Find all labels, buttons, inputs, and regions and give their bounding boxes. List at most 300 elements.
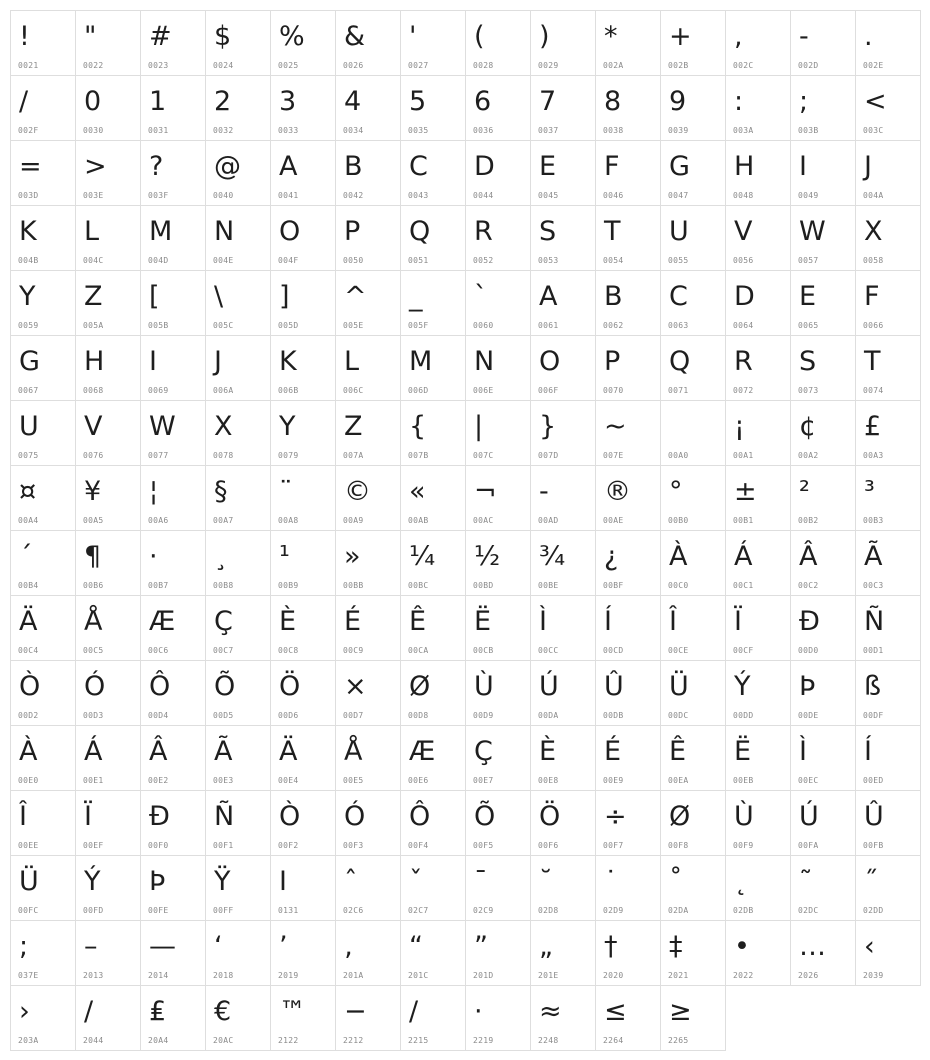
glyph-codepoint: 00A9	[343, 516, 364, 525]
glyph-cell	[206, 271, 271, 336]
glyph-codepoint: 00DA	[538, 711, 559, 720]
glyph-char: Í	[604, 606, 612, 637]
glyph-char: G	[669, 151, 690, 182]
glyph-char: '	[409, 21, 417, 52]
glyph-char: Ë	[734, 736, 752, 767]
glyph-codepoint: 2044	[83, 1036, 104, 1045]
glyph-char: †	[604, 931, 618, 962]
glyph-char: ˛	[734, 866, 748, 897]
glyph-cell	[661, 336, 726, 401]
glyph-codepoint: 00F0	[148, 841, 169, 850]
glyph-codepoint: 004E	[213, 256, 234, 265]
glyph-cell	[76, 596, 141, 661]
glyph-cell	[596, 856, 661, 921]
glyph-codepoint: 00D8	[408, 711, 429, 720]
glyph-cell	[141, 921, 206, 986]
glyph-cell	[271, 206, 336, 271]
glyph-codepoint: 00B4	[18, 581, 39, 590]
glyph-char: Ë	[474, 606, 492, 637]
glyph-codepoint: 2215	[408, 1036, 429, 1045]
glyph-cell	[791, 271, 856, 336]
glyph-cell	[271, 661, 336, 726]
glyph-char: Ñ	[214, 801, 235, 832]
glyph-cell	[661, 986, 726, 1051]
glyph-cell	[466, 596, 531, 661]
glyph-codepoint: 002D	[798, 61, 819, 70]
glyph-codepoint: 00C3	[863, 581, 884, 590]
glyph-char: Æ	[149, 606, 176, 637]
glyph-codepoint: 00B8	[213, 581, 234, 590]
glyph-char: ¤	[19, 476, 37, 507]
glyph-char: 8	[604, 86, 622, 117]
glyph-char: Ó	[84, 671, 106, 702]
glyph-codepoint: 00E9	[603, 776, 624, 785]
glyph-char: Ï	[734, 606, 742, 637]
glyph-cell	[206, 986, 271, 1051]
glyph-cell	[466, 76, 531, 141]
glyph-char: •	[734, 931, 750, 962]
glyph-char: B	[344, 151, 363, 182]
glyph-cell	[596, 596, 661, 661]
glyph-cell	[791, 791, 856, 856]
glyph-char: Z	[344, 411, 363, 442]
glyph-cell	[271, 921, 336, 986]
glyph-codepoint: 00F2	[278, 841, 299, 850]
glyph-codepoint: 0044	[473, 191, 494, 200]
glyph-cell	[271, 726, 336, 791]
glyph-codepoint: 0033	[278, 126, 299, 135]
glyph-codepoint: 00E1	[83, 776, 104, 785]
glyph-cell	[11, 466, 76, 531]
glyph-cell	[76, 76, 141, 141]
glyph-codepoint: 00E7	[473, 776, 494, 785]
glyph-codepoint: 002F	[18, 126, 39, 135]
glyph-cell	[271, 141, 336, 206]
glyph-char: Q	[669, 346, 691, 377]
glyph-cell	[141, 661, 206, 726]
glyph-cell	[726, 921, 791, 986]
glyph-codepoint: 002B	[668, 61, 689, 70]
glyph-cell	[596, 11, 661, 76]
glyph-cell	[596, 401, 661, 466]
glyph-char: Ã	[214, 736, 233, 767]
glyph-char: Ö	[279, 671, 301, 702]
glyph-char: Å	[344, 736, 363, 767]
glyph-cell	[11, 531, 76, 596]
glyph-char: <	[864, 86, 887, 117]
glyph-codepoint: 005C	[213, 321, 234, 330]
glyph-cell	[76, 856, 141, 921]
glyph-char: Ü	[19, 866, 39, 897]
glyph-cell	[466, 271, 531, 336]
glyph-codepoint: 006E	[473, 386, 494, 395]
glyph-codepoint: 2219	[473, 1036, 494, 1045]
glyph-char: J	[864, 151, 872, 182]
glyph-cell	[466, 466, 531, 531]
glyph-codepoint: 02DA	[668, 906, 689, 915]
glyph-codepoint: 00F8	[668, 841, 689, 850]
glyph-codepoint: 00FD	[83, 906, 104, 915]
glyph-codepoint: 002E	[863, 61, 884, 70]
glyph-codepoint: 037E	[18, 971, 39, 980]
glyph-codepoint: 0078	[213, 451, 234, 460]
glyph-codepoint: 00E6	[408, 776, 429, 785]
glyph-char: B	[604, 281, 623, 312]
glyph-codepoint: 00A5	[83, 516, 104, 525]
glyph-codepoint: 0048	[733, 191, 754, 200]
glyph-cell	[791, 726, 856, 791]
glyph-codepoint: 00ED	[863, 776, 884, 785]
glyph-codepoint: 00A4	[18, 516, 39, 525]
glyph-cell	[596, 986, 661, 1051]
glyph-char: #	[149, 21, 172, 52]
glyph-codepoint: 0064	[733, 321, 754, 330]
glyph-codepoint: 007C	[473, 451, 494, 460]
glyph-cell	[401, 596, 466, 661]
glyph-cell	[11, 336, 76, 401]
glyph-codepoint: 00CB	[473, 646, 494, 655]
glyph-char: 1	[149, 86, 167, 117]
glyph-cell	[401, 531, 466, 596]
glyph-codepoint: 00D2	[18, 711, 39, 720]
glyph-codepoint: 0052	[473, 256, 494, 265]
glyph-codepoint: 00BC	[408, 581, 429, 590]
glyph-cell	[401, 921, 466, 986]
glyph-codepoint: 2212	[343, 1036, 364, 1045]
glyph-char: ”	[474, 931, 488, 962]
glyph-cell	[76, 336, 141, 401]
glyph-char: Á	[734, 541, 753, 572]
glyph-codepoint: 00BB	[343, 581, 364, 590]
glyph-codepoint: 00A6	[148, 516, 169, 525]
glyph-char: …	[799, 931, 826, 962]
glyph-codepoint: 2248	[538, 1036, 559, 1045]
glyph-char: 0	[84, 86, 102, 117]
glyph-codepoint: 003C	[863, 126, 884, 135]
glyph-char: È	[539, 736, 557, 767]
glyph-char: Ý	[734, 671, 751, 702]
glyph-char: ¡	[734, 411, 745, 442]
glyph-codepoint: 00DF	[863, 711, 884, 720]
glyph-codepoint: 2026	[798, 971, 819, 980]
glyph-char: M	[409, 346, 433, 377]
glyph-cell	[141, 336, 206, 401]
glyph-cell	[141, 11, 206, 76]
glyph-cell	[11, 271, 76, 336]
glyph-codepoint: 203A	[18, 1036, 39, 1045]
glyph-codepoint: 00AC	[473, 516, 494, 525]
glyph-char: Ì	[799, 736, 807, 767]
glyph-cell	[531, 11, 596, 76]
glyph-cell	[791, 76, 856, 141]
glyph-cell	[596, 336, 661, 401]
glyph-char: L	[84, 216, 100, 247]
glyph-char: Ì	[539, 606, 547, 637]
glyph-codepoint: 002A	[603, 61, 624, 70]
glyph-cell	[141, 206, 206, 271]
glyph-char: ~	[604, 411, 627, 442]
glyph-char: @	[214, 151, 241, 182]
glyph-char: H	[734, 151, 755, 182]
glyph-char: »	[344, 541, 361, 572]
glyph-cell	[401, 11, 466, 76]
glyph-char: /	[409, 996, 419, 1027]
glyph-codepoint: 201A	[343, 971, 364, 980]
glyph-cell	[271, 336, 336, 401]
glyph-codepoint: 00EF	[83, 841, 104, 850]
glyph-char: ¨	[279, 476, 293, 507]
glyph-char: Ç	[474, 736, 493, 767]
glyph-cell	[726, 271, 791, 336]
glyph-char: "	[84, 21, 97, 52]
glyph-cell	[596, 791, 661, 856]
glyph-cell	[856, 791, 921, 856]
glyph-char: H	[84, 346, 105, 377]
glyph-cell	[726, 466, 791, 531]
glyph-codepoint: 006A	[213, 386, 234, 395]
glyph-codepoint: 02C9	[473, 906, 494, 915]
glyph-codepoint: 2019	[278, 971, 299, 980]
glyph-cell	[466, 791, 531, 856]
glyph-codepoint: 0076	[83, 451, 104, 460]
glyph-codepoint: 0029	[538, 61, 559, 70]
glyph-char: ©	[344, 476, 371, 507]
glyph-codepoint: 20A4	[148, 1036, 169, 1045]
glyph-cell	[466, 726, 531, 791]
glyph-cell	[206, 206, 271, 271]
glyph-cell	[791, 856, 856, 921]
glyph-codepoint: 00E4	[278, 776, 299, 785]
glyph-char: =	[19, 151, 42, 182]
glyph-codepoint: 0056	[733, 256, 754, 265]
glyph-char: E	[799, 281, 817, 312]
glyph-char: Þ	[149, 866, 166, 897]
glyph-char: Ú	[539, 671, 559, 702]
glyph-char: {	[409, 411, 427, 442]
glyph-codepoint: 0079	[278, 451, 299, 460]
glyph-cell	[336, 11, 401, 76]
glyph-cell	[336, 76, 401, 141]
glyph-cell	[401, 726, 466, 791]
glyph-codepoint: 00DD	[733, 711, 754, 720]
glyph-cell	[726, 11, 791, 76]
glyph-codepoint: 005A	[83, 321, 104, 330]
glyph-cell	[531, 921, 596, 986]
glyph-codepoint: 0036	[473, 126, 494, 135]
glyph-codepoint: 2039	[863, 971, 884, 980]
glyph-char: N	[214, 216, 235, 247]
glyph-codepoint: 0037	[538, 126, 559, 135]
glyph-codepoint: 0027	[408, 61, 429, 70]
glyph-cell	[206, 856, 271, 921]
glyph-char: O	[539, 346, 561, 377]
glyph-codepoint: 0059	[18, 321, 39, 330]
glyph-char: ’	[279, 931, 288, 962]
glyph-cell	[76, 401, 141, 466]
glyph-char: S	[799, 346, 817, 377]
glyph-codepoint: 00D0	[798, 646, 819, 655]
glyph-char: Ü	[669, 671, 689, 702]
glyph-cell	[856, 336, 921, 401]
glyph-codepoint: 0072	[733, 386, 754, 395]
glyph-char: F	[864, 281, 880, 312]
glyph-codepoint: 00B7	[148, 581, 169, 590]
glyph-codepoint: 0067	[18, 386, 39, 395]
glyph-cell	[726, 206, 791, 271]
glyph-codepoint: 00A0	[668, 451, 689, 460]
glyph-cell	[336, 661, 401, 726]
glyph-char: T	[604, 216, 621, 247]
glyph-char: 9	[669, 86, 687, 117]
glyph-codepoint: 0053	[538, 256, 559, 265]
glyph-char: ß	[864, 671, 882, 702]
glyph-codepoint: 00FB	[863, 841, 884, 850]
glyph-codepoint: 2018	[213, 971, 234, 980]
glyph-cell	[271, 271, 336, 336]
glyph-codepoint: 0068	[83, 386, 104, 395]
glyph-codepoint: 00B9	[278, 581, 299, 590]
glyph-codepoint: 02DB	[733, 906, 754, 915]
glyph-char: -	[799, 21, 809, 52]
glyph-char: V	[734, 216, 753, 247]
glyph-char: ¾	[539, 541, 566, 572]
glyph-codepoint: 0063	[668, 321, 689, 330]
glyph-cell	[11, 76, 76, 141]
glyph-char: À	[669, 541, 688, 572]
glyph-char: Y	[279, 411, 296, 442]
glyph-cell	[791, 206, 856, 271]
glyph-codepoint: 0062	[603, 321, 624, 330]
glyph-cell	[596, 921, 661, 986]
glyph-char: Ð	[149, 801, 170, 832]
glyph-char: ›	[19, 996, 30, 1027]
glyph-codepoint: 004A	[863, 191, 884, 200]
glyph-cell	[206, 11, 271, 76]
glyph-char: °	[669, 476, 683, 507]
glyph-char: ´	[19, 541, 33, 572]
glyph-codepoint: 00FE	[148, 906, 169, 915]
glyph-codepoint: 0040	[213, 191, 234, 200]
glyph-codepoint: 004B	[18, 256, 39, 265]
glyph-cell	[856, 11, 921, 76]
glyph-codepoint: 00F1	[213, 841, 234, 850]
glyph-codepoint: 00C1	[733, 581, 754, 590]
glyph-codepoint: 005F	[408, 321, 429, 330]
glyph-codepoint: 005D	[278, 321, 299, 330]
glyph-codepoint: 007A	[343, 451, 364, 460]
glyph-char: Î	[19, 801, 27, 832]
glyph-cell	[336, 726, 401, 791]
glyph-cell	[856, 531, 921, 596]
glyph-char: K	[19, 216, 37, 247]
glyph-codepoint: 2264	[603, 1036, 624, 1045]
glyph-codepoint: 2122	[278, 1036, 299, 1045]
glyph-char: Z	[84, 281, 103, 312]
glyph-codepoint: 201C	[408, 971, 429, 980]
glyph-char: Ú	[799, 801, 819, 832]
glyph-cell	[336, 921, 401, 986]
glyph-char: ¹	[279, 541, 290, 572]
glyph-codepoint: 00E3	[213, 776, 234, 785]
glyph-codepoint: 004D	[148, 256, 169, 265]
glyph-char: W	[799, 216, 826, 247]
glyph-cell	[661, 141, 726, 206]
glyph-codepoint: 0024	[213, 61, 234, 70]
glyph-char: ¥	[84, 476, 102, 507]
glyph-codepoint: 0069	[148, 386, 169, 395]
glyph-char: .	[864, 21, 873, 52]
glyph-char: Ó	[344, 801, 366, 832]
glyph-codepoint: 00F9	[733, 841, 754, 850]
glyph-codepoint: 00AB	[408, 516, 429, 525]
glyph-cell	[726, 76, 791, 141]
glyph-char: ^	[344, 281, 367, 312]
glyph-cell	[661, 11, 726, 76]
glyph-codepoint: 02D9	[603, 906, 624, 915]
glyph-codepoint: 00C4	[18, 646, 39, 655]
glyph-cell	[466, 401, 531, 466]
glyph-codepoint: 0031	[148, 126, 169, 135]
glyph-cell	[206, 141, 271, 206]
glyph-char: Õ	[474, 801, 496, 832]
glyph-cell	[466, 921, 531, 986]
glyph-codepoint: 0051	[408, 256, 429, 265]
glyph-char: À	[19, 736, 38, 767]
glyph-cell	[466, 11, 531, 76]
glyph-codepoint: 003E	[83, 191, 104, 200]
glyph-char: −	[344, 996, 367, 1027]
glyph-codepoint: 00F5	[473, 841, 494, 850]
glyph-cell	[531, 791, 596, 856]
glyph-cell	[726, 141, 791, 206]
glyph-cell	[271, 401, 336, 466]
glyph-char: P	[604, 346, 621, 377]
glyph-char: %	[279, 21, 305, 52]
glyph-codepoint: 006F	[538, 386, 559, 395]
glyph-cell	[531, 531, 596, 596]
glyph-char: ¦	[149, 476, 159, 507]
glyph-codepoint: 005B	[148, 321, 169, 330]
glyph-cell	[791, 466, 856, 531]
glyph-char: G	[19, 346, 40, 377]
glyph-cell	[206, 466, 271, 531]
glyph-char: :	[734, 86, 744, 117]
glyph-char: Õ	[214, 671, 236, 702]
glyph-codepoint: 0039	[668, 126, 689, 135]
glyph-cell	[661, 271, 726, 336]
glyph-cell	[76, 531, 141, 596]
glyph-codepoint: 02DD	[863, 906, 884, 915]
glyph-codepoint: 0066	[863, 321, 884, 330]
glyph-cell	[531, 206, 596, 271]
glyph-codepoint: 0060	[473, 321, 494, 330]
glyph-codepoint: 003A	[733, 126, 754, 135]
glyph-codepoint: 00E0	[18, 776, 39, 785]
glyph-cell	[141, 401, 206, 466]
glyph-cell	[661, 76, 726, 141]
glyph-char: ®	[604, 476, 631, 507]
glyph-char: È	[279, 606, 297, 637]
glyph-codepoint: 00A1	[733, 451, 754, 460]
glyph-grid	[10, 10, 921, 1051]
glyph-cell	[141, 466, 206, 531]
glyph-char: A	[539, 281, 558, 312]
glyph-char: ³	[864, 476, 875, 507]
glyph-char: )	[539, 21, 550, 52]
glyph-cell	[531, 76, 596, 141]
glyph-char: “	[409, 931, 423, 962]
glyph-codepoint: 006B	[278, 386, 299, 395]
